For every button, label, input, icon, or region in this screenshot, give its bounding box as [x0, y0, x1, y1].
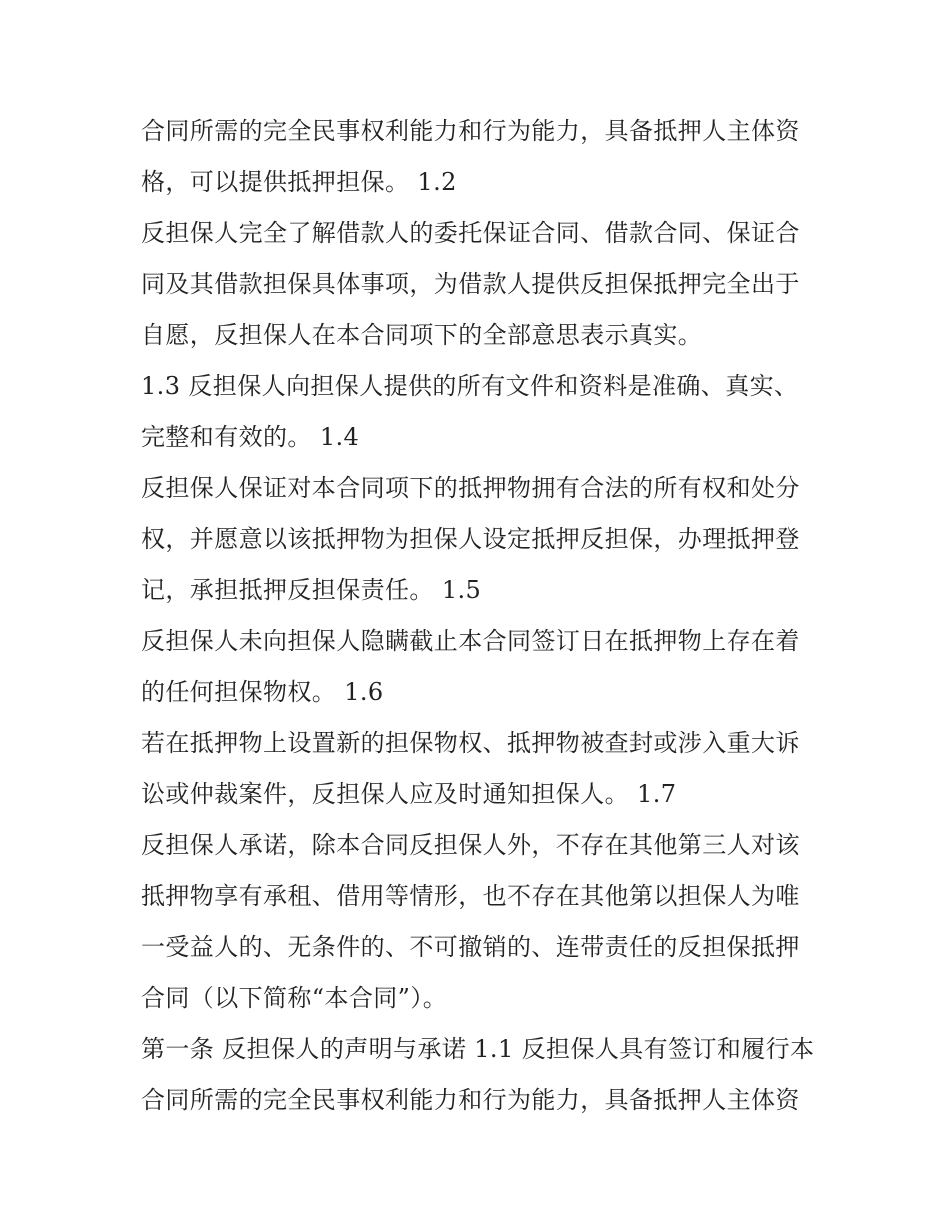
text-line: 反担保人保证对本合同项下的抵押物拥有合法的所有权和处分	[141, 474, 800, 502]
text-line: 的任何担保物权。 1.6	[141, 678, 384, 706]
text-line: 反担保人未向担保人隐瞒截止本合同签订日在抵押物上存在着	[141, 627, 800, 655]
text-line: 合同（以下简称“本合同”）。	[141, 984, 448, 1012]
text-line: 若在抵押物上设置新的担保物权、抵押物被查封或涉入重大诉	[141, 729, 800, 757]
text-line: 格，可以提供抵押担保。 1.2	[141, 168, 457, 196]
text-line: 第一条 反担保人的声明与承诺 1.1 反担保人具有签订和履行本	[141, 1035, 815, 1063]
text-line: 合同所需的完全民事权利能力和行为能力，具备抵押人主体资	[141, 1086, 800, 1114]
text-line: 权，并愿意以该抵押物为担保人设定抵押反担保，办理抵押登	[141, 525, 800, 553]
text-line: 抵押物享有承租、借用等情形，也不存在其他第以担保人为唯	[141, 882, 800, 910]
text-line: 反担保人承诺，除本合同反担保人外，不存在其他第三人对该	[141, 831, 800, 859]
text-line: 讼或仲裁案件，反担保人应及时通知担保人。 1.7	[141, 780, 677, 808]
text-line: 记，承担抵押反担保责任。 1.5	[141, 576, 482, 604]
text-line: 自愿，反担保人在本合同项下的全部意思表示真实。	[141, 321, 703, 349]
document-body	[141, 106, 821, 1126]
text-line: 合同所需的完全民事权利能力和行为能力，具备抵押人主体资	[141, 117, 800, 145]
text-line: 同及其借款担保具体事项，为借款人提供反担保抵押完全出于	[141, 270, 800, 298]
text-line: 反担保人完全了解借款人的委托保证合同、借款合同、保证合	[141, 219, 800, 247]
text-line: 1.3 反担保人向担保人提供的所有文件和资料是准确、真实、	[141, 372, 799, 400]
text-line: 完整和有效的。 1.4	[141, 423, 360, 451]
text-line: 一受益人的、无条件的、不可撤销的、连带责任的反担保抵押	[141, 933, 800, 961]
